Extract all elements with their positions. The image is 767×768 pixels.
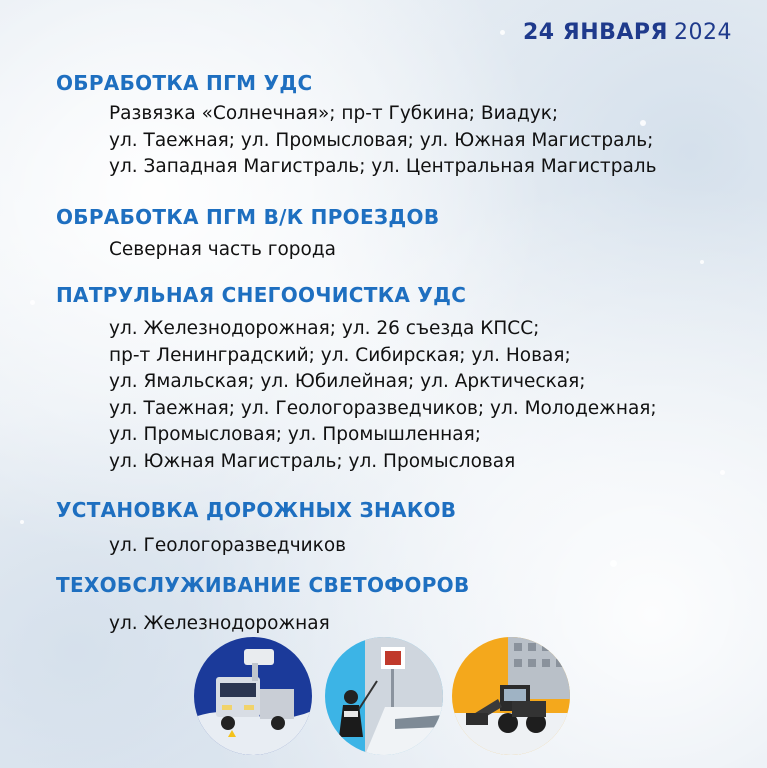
date-header	[523, 20, 732, 45]
section-title-patrol: ПАТРУЛЬНАЯ СНЕГООЧИСТКА УДС	[56, 283, 467, 307]
section-title-pgm-vk: ОБРАБОТКА ПГМ В/К ПРОЕЗДОВ	[56, 205, 440, 229]
date-day: 24 ЯНВАРЯ	[523, 20, 668, 45]
address-line: пр-т Ленинградский; ул. Сибирская; ул. Новая;	[109, 344, 571, 366]
address-line: ул. Таежная; ул. Геологоразведчиков; ул. Молодежная;	[109, 397, 657, 419]
address-line: ул. Таежная; ул. Промысловая; ул. Южная Магистраль;	[109, 129, 654, 151]
section-title-traffic-lights: ТЕХОБСЛУЖИВАНИЕ СВЕТОФОРОВ	[56, 573, 470, 597]
address-line: ул. Геологоразведчиков	[109, 535, 347, 556]
address-line: ул. Южная Магистраль; ул. Промысловая	[109, 450, 516, 472]
address-line: ул. Западная Магистраль; ул. Центральная Магистраль	[109, 156, 657, 177]
address-line: ул. Промысловая; ул. Промышленная;	[109, 424, 481, 445]
section-body-signs	[109, 533, 346, 560]
section-body-traffic-lights	[109, 611, 330, 638]
sign-installation-photo	[325, 637, 443, 755]
snow-truck-photo	[194, 637, 312, 755]
address-line: Развязка «Солнечная»; пр-т Губкина; Виадук;	[109, 103, 559, 124]
loader-photo	[452, 637, 570, 755]
section-body-pgm-vk	[109, 237, 336, 264]
section-body-pgm-uds	[109, 101, 657, 181]
address-line: Северная часть города	[109, 239, 336, 260]
date-year: 2024	[674, 20, 732, 45]
address-line: ул. Железнодорожная; ул. 26 съезда КПСС;	[109, 318, 540, 339]
section-title-signs: УСТАНОВКА ДОРОЖНЫХ ЗНАКОВ	[56, 498, 457, 522]
section-body-patrol	[109, 316, 657, 475]
photo-strip	[0, 637, 767, 768]
address-line: ул. Ямальская; ул. Юбилейная; ул. Арктическая;	[109, 371, 586, 392]
address-line: ул. Железнодорожная	[109, 613, 330, 634]
section-title-pgm-uds: ОБРАБОТКА ПГМ УДС	[56, 71, 313, 95]
